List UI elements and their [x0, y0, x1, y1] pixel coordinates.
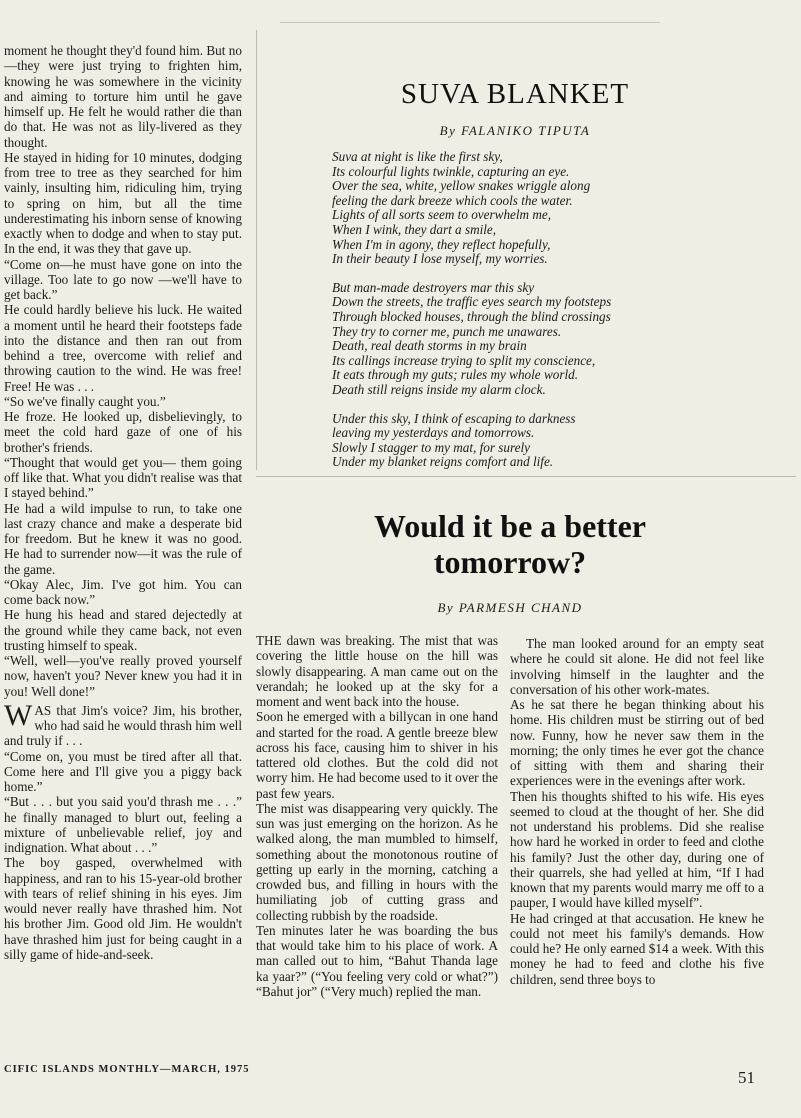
column-divider — [256, 30, 257, 470]
paragraph: He stayed in hiding for 10 minutes, dodging from tree to tree as they searched for him vainly, insulting him, ridiculing him, trying to spring on him, but all the time underestimating his inborn sense of knowing exactly when to dodge and when to stay put. In the end, it was they that gave up. — [4, 149, 242, 257]
poem-line: Death still reigns inside my alarm clock. — [332, 381, 546, 397]
poem-body — [332, 150, 692, 484]
paragraph: He had cringed at that accusation. He knew he could not meet his family's demands. How could he? He only earned $14 a week. With this money he had to feed and clothe his five children, send three boys to — [510, 910, 764, 987]
article-byline: By PARMESH CHAND — [437, 600, 583, 615]
paragraph: “Thought that would get you— them going off like that. What you didn't realise was that I stayed behind.” — [4, 454, 242, 501]
poem-line: Slowly I stagger to my mat, for surely — [332, 439, 531, 455]
poem-line: In their beauty I lose myself, my worries. — [332, 251, 548, 267]
article-title — [300, 508, 720, 580]
stanza — [332, 412, 692, 470]
paragraph: “Well, well—you've really proved yourself now, haven't you? Never knew you had it in you! Well done!” — [4, 653, 242, 699]
paragraph: The mist was disappearing very quickly. The sun was just emerging on the horizon. As he walked along, the man mumbled to himself, something about the monotonous routine of getting up early in the morning, catching a crowded bus, and filling in hours with the humiliating job of cutting grass and collecting rubbish by the roadside. — [256, 800, 498, 923]
poem-line: Under this sky, I think of escaping to darkness — [332, 410, 576, 426]
paragraph: He had a wild impulse to run, to take one last crazy chance and make a desperate bid for freedom. But he knew it was no good. He had to surrender now—it was the rule of the game. — [4, 500, 242, 577]
poem-line: They try to corner me, punch me unawares. — [332, 323, 562, 339]
poem-line: Through blocked houses, through the blind crossings — [332, 308, 611, 324]
poem-title: SUVA BLANKET — [400, 78, 630, 110]
poem-line: Its colourful lights twinkle, capturing an eye. — [332, 163, 570, 179]
poem-line: Lights of all sorts seem to overwhelm me, — [332, 207, 552, 223]
paragraph: “Come on, you must be tired after all that. Come here and I'll give you a piggy back home.” — [4, 748, 242, 794]
paragraph: He could hardly believe his luck. He waited a moment until he heard their footsteps fade into the distance and then ran out from behind a tree, overcome with relief and throwing caution to the wind. He was free! Free! He was . . . — [4, 302, 242, 394]
paragraph: Soon he emerged with a billycan in one hand and started for the road. A gentle breeze blew across his face, causing him to shiver in his tattered old clothes. But the cold did not worry him. He had become used to it over the past few years. — [256, 709, 498, 801]
paragraph: He hung his head and stared dejectedly at the ground while they came back, not even trusting himself to speak. — [4, 607, 242, 653]
paragraph: As he sat there he began thinking about his home. His children must be stirring out of bed now. Funny, how he never saw them in the morning; the only times he ever got the chance of sitting with them and sharing their experiences were in the evenings after work. — [510, 697, 764, 789]
paragraph: The boy gasped, overwhelmed with happiness, and ran to his 15-year-old brother with tears of relief shining in his eyes. Jim would never really have thrashed him. Not his brother Jim. Good old Jim. He wouldn't have thrashed him just for being caught in a silly game of hide-and-seek. — [4, 855, 242, 962]
poem-line: But man-made destroyers mar this sky — [332, 279, 535, 295]
paragraph: “Okay Alec, Jim. I've got him. You can come back now.” — [4, 576, 242, 607]
poem-line: Over the sea, white, yellow snakes wriggle along — [332, 178, 591, 194]
poem-line: leaving my yesterdays and tomorrows. — [332, 425, 535, 441]
paragraph: WAS that Jim's voice? Jim, his brother, who had said he would thrash him well and truly if . . . — [4, 698, 242, 749]
paragraph: “Come on—he must have gone on into the village. Too late to go now —we'll have to get back.” — [4, 256, 242, 302]
paragraph: Then his thoughts shifted to his wife. His eyes seemed to cloud at the thought of her. She did not understand his problems. Did she realise how hard he worked in order to feed and clothe his family? Just the other day, during one of their quarrels, she had yelled at him, “If I had known that my parents would marry me off to a pauper, I would have killed myself”. — [510, 788, 764, 911]
poem-line: Death, real death storms in my brain — [332, 338, 527, 354]
article-right-column — [510, 636, 764, 987]
poem-line: It eats through my guts; rules my whole world. — [332, 367, 579, 383]
article-title-line: tomorrow? — [433, 544, 587, 580]
poem-line: Under my blanket reigns comfort and life. — [332, 454, 554, 470]
poem-line: When I'm in agony, they reflect hopefully, — [332, 236, 551, 252]
article-title-line: Would it be a better — [374, 508, 646, 544]
top-rule — [280, 22, 660, 23]
paragraph: THE dawn was breaking. The mist that was covering the little house on the hill was slowly disappearing. A man came out on the verandah; he looked up at the sky for a moment and went back into the house. — [256, 633, 498, 709]
paragraph: moment he thought they'd found him. But no—they were just trying to frighten him, knowing he was somewhere in the vicinity and aiming to torture him until he gave himself up. He felt he would rather die than do that. He was not as lily-livered as they thought. — [4, 43, 242, 150]
paragraph: He froze. He looked up, disbelievingly, to meet the cold hard gaze of one of his brother's friends. — [4, 409, 242, 455]
paragraph: “So we've finally caught you.” — [4, 393, 166, 409]
poem-line: feeling the dark breeze which cools the water. — [332, 192, 573, 208]
left-column — [4, 43, 242, 962]
paragraph: The man looked around for an empty seat where he could sit alone. He did not feel like involving himself in the laughter and the conversation of his other work-mates. — [510, 636, 764, 697]
stanza — [332, 150, 692, 267]
article-middle-column — [256, 633, 498, 999]
footer-publication: CIFIC ISLANDS MONTHLY—MARCH, 1975 — [4, 1064, 250, 1075]
paragraph: Ten minutes later he was boarding the bus that would take him to his place of work. A man called out to him, “Bahut Thanda lage ka yaar?” (“You feeling very cold or what?”) “Bahut jor” (“Very much) replied the man. — [256, 922, 498, 999]
stanza — [332, 281, 692, 398]
poem-line: Suva at night is like the first sky, — [332, 149, 503, 164]
poem-byline: By FALANIKO TIPUTA — [439, 123, 591, 138]
paragraph: “But . . . but you said you'd thrash me . . .” he finally managed to blurt out, feeling a mixture of unbelievable relief, joy and indignation. What about . . .” — [4, 794, 242, 855]
poem-line: When I wink, they dart a smile, — [332, 221, 497, 237]
poem-line: Down the streets, the traffic eyes search my footsteps — [332, 294, 612, 310]
page-number: 51 — [738, 1068, 755, 1087]
poem-line: Its callings increase trying to split my conscience, — [332, 352, 596, 368]
